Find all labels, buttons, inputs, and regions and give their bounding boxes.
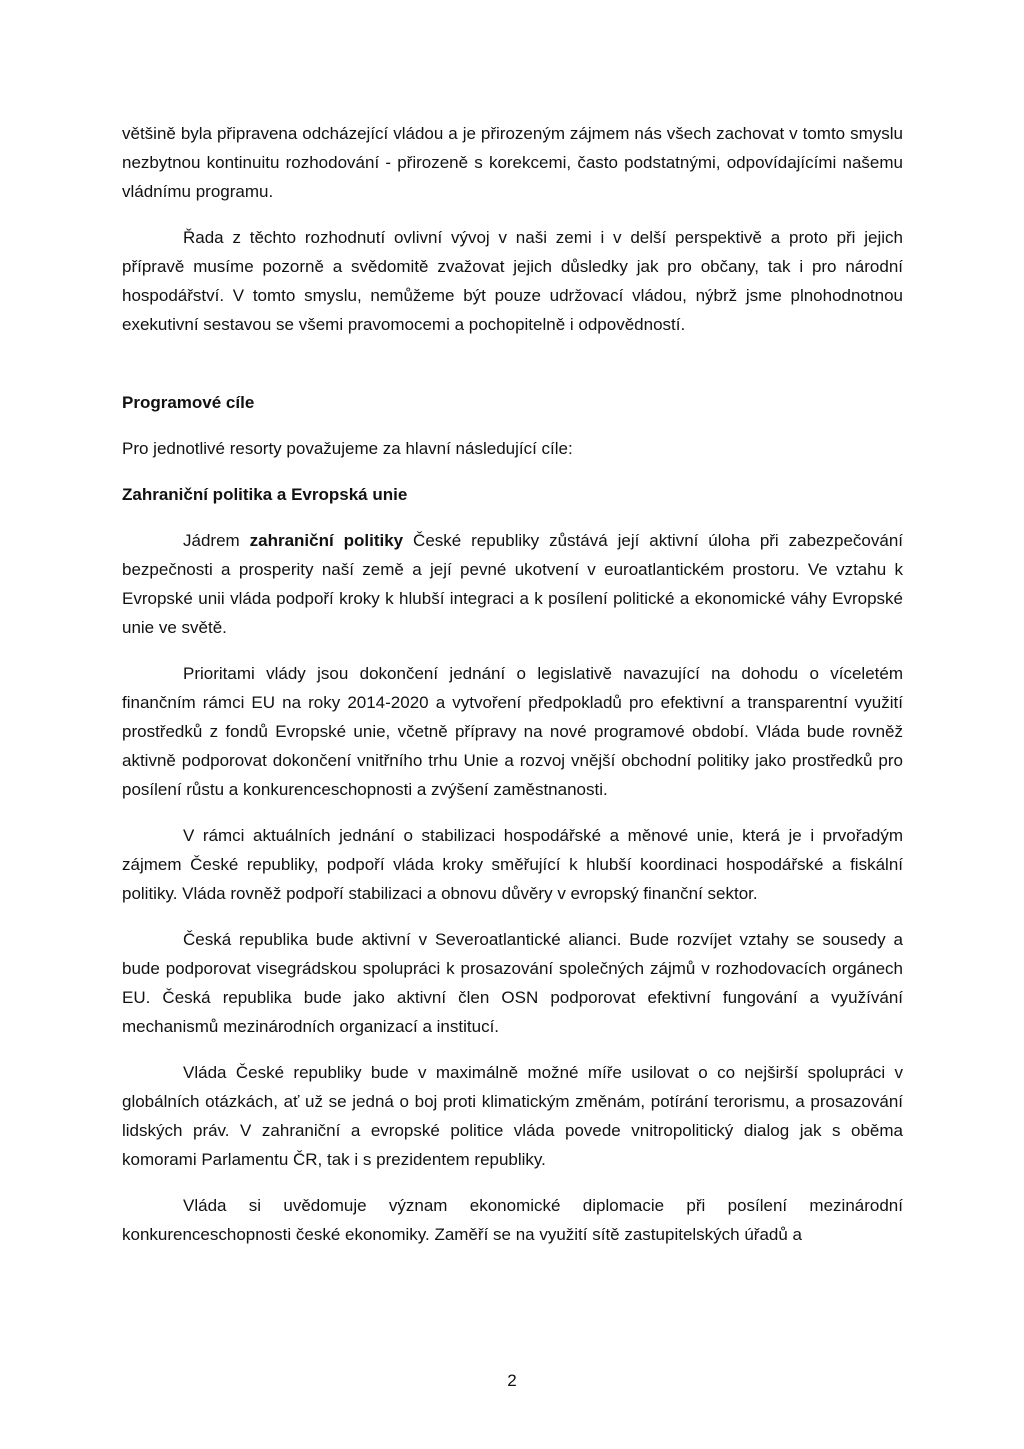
paragraph-foreign-core-rest: České republiky zůstává její aktivní úloha při zabezpečování bezpečnosti a prosperity naší země a její pevné ukotvení v euroatlantickém prostoru. Ve vztahu k Evropské unii vláda podpoří kroky k hlubší integraci a k posílení politické a ekonomické váhy Evropské unie ve světě. xyxy=(122,531,903,637)
emphasis-foreign-policy: zahraniční politiky xyxy=(249,531,404,550)
paragraph-nato: Česká republika bude aktivní v Severoatlantické alianci. Bude rozvíjet vztahy se sousedy a bude podporovat visegrádskou spolupráci k prosazování společných zájmů v rozhodovacích orgánech EU. Česká republika bude jako aktivní člen OSN podporovat efektivní fungování a využívání mechanismů mezinárodních organizací a institucí. xyxy=(122,930,903,1036)
paragraph-foreign-core xyxy=(122,526,903,642)
goals-intro: Pro jednotlivé resorty považujeme za hlavní následující cíle: xyxy=(122,439,573,458)
heading-programme-goals: Programové cíle xyxy=(122,393,255,412)
paragraph-foreign-core-start: Jádrem xyxy=(183,531,250,550)
paragraph-monetary-union: V rámci aktuálních jednání o stabilizaci hospodářské a měnové unie, která je i prvořadým zájmem České republiky, podpoří vláda kroky směřující k hlubší koordinaci hospodářské a fiskální politiky. Vláda rovněž podpoří stabilizaci a obnovu důvěry v evropský finanční sektor. xyxy=(122,826,903,903)
page-number: 2 xyxy=(507,1371,517,1390)
paragraph-global-cooperation: Vláda České republiky bude v maximálně možné míře usilovat o co nejširší spolupráci v globálních otázkách, ať už se jedná o boj proti klimatickým změnám, potírání terorismu, a prosazování lidských práv. V zahraniční a evropské politice vláda povede vnitropolitický dialog jak s oběma komorami Parlamentu ČR, tak i s prezidentem republiky. xyxy=(122,1063,903,1169)
paragraph-continuation: většině byla připravena odcházející vládou a je přirozeným zájmem nás všech zachovat v tomto smyslu nezbytnou kontinuitu rozhodování - přirozeně s korekcemi, často podstatnými, odpovídajícími našemu vládnímu programu. xyxy=(122,124,903,201)
paragraph-decisions: Řada z těchto rozhodnutí ovlivní vývoj v naši zemi i v delší perspektivě a proto při jejich přípravě musíme pozorně a svědomitě zvažovat jejich důsledky jak pro občany, tak i pro národní hospodářství. V tomto smyslu, nemůžeme být pouze udržovací vládou, nýbrž jsme plnohodnotnou exekutivní sestavou se všemi pravomocemi a pochopitelně i odpovědností. xyxy=(122,228,903,334)
paragraph-economic-diplomacy: Vláda si uvědomuje význam ekonomické diplomacie při posílení mezinárodní konkurenceschopnosti české ekonomiky. Zaměří se na využití sítě zastupitelských úřadů a xyxy=(122,1196,903,1244)
document-body xyxy=(122,119,903,1266)
paragraph-priorities: Prioritami vlády jsou dokončení jednání o legislativě navazující na dohodu o víceletém finančním rámci EU na roky 2014-2020 a vytvoření předpokladů pro efektivní a transparentní využití prostředků z fondů Evropské unie, včetně přípravy na nové programové období. Vláda bude rovněž aktivně podporovat dokončení vnitřního trhu Unie a rozvoj vnější obchodní politiky jako prostředků pro posílení růstu a konkurenceschopnosti a zvýšení zaměstnanosti. xyxy=(122,664,903,799)
heading-foreign-policy: Zahraniční politika a Evropská unie xyxy=(122,485,408,504)
